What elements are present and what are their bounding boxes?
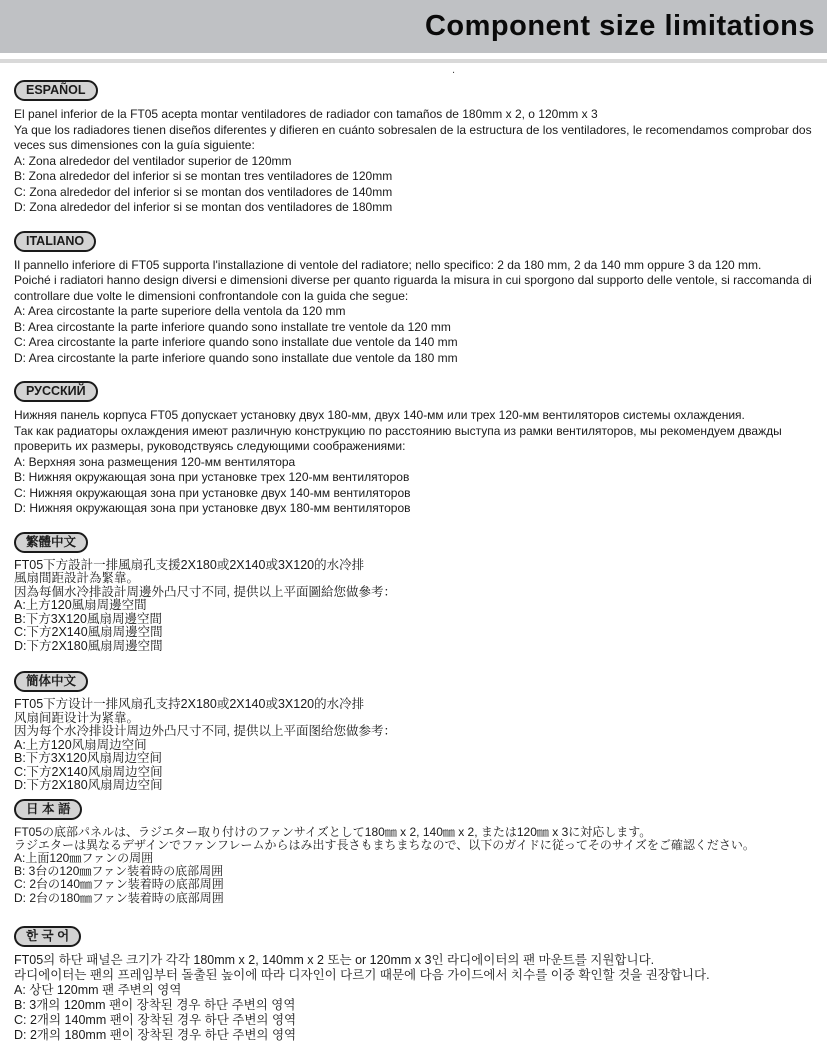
- language-badge-label: 日 本 語: [26, 801, 71, 816]
- intro-line: FT05下方設計一排風扇孔支援2X180或2X140或3X120的水冷排: [14, 557, 365, 572]
- guide-line-c: C: 2개의 140mm 팬이 장착된 경우 하단 주변의 영역: [14, 1012, 297, 1027]
- guide-line-b: B: 3台の120㎜ファン装着時の底部周囲: [14, 864, 224, 879]
- language-badge-label: ESPAÑOL: [26, 83, 86, 97]
- guide-line-b: B: Zona alrededor del inferior si se montan tres ventiladores de 120mm: [14, 169, 393, 183]
- intro-line: FT05の底部パネルは、ラジエター取り付けのファンサイズとして180㎜ x 2, 140㎜ x 2, または120㎜ x 3に対応します。: [14, 824, 652, 839]
- intro-line: El panel inferior de la FT05 acepta montar ventiladores de radiador con tamaños de 180mm x 2, o 120mm x 3: [14, 107, 598, 121]
- guide-line-d: D: Нижняя окружающая зона при установке двух 180-мм вентиляторов: [14, 501, 411, 515]
- intro-line: Poiché i radiatori hanno design diversi e dimensioni diverse per quanto riguarda la misura in cui sporgono dal supporto delle ventole, si raccomanda di controllare due volte le dimensioni confrontandole con la guida che segue:: [14, 273, 812, 303]
- section-russian: [14, 381, 813, 517]
- section-japanese: [14, 799, 813, 905]
- language-badge: [14, 926, 81, 947]
- language-badge: [14, 799, 82, 820]
- guide-line-c: C:下方2X140风扇周边空间: [14, 764, 163, 779]
- section-italiano: [14, 231, 813, 367]
- section-traditional-chinese: [14, 532, 813, 654]
- intro-line: 風扇間距設計為緊靠。: [14, 571, 140, 585]
- guide-line-a: A: Zona alrededor del ventilador superior de 120mm: [14, 153, 292, 168]
- language-badge: [14, 381, 98, 402]
- intro-line: Нижняя панель корпуса FT05 допускает установку двух 180-мм, двух 140-мм или трех 120-мм вентиляторов системы охлаждения.: [14, 408, 745, 422]
- section-espanol: [14, 80, 813, 216]
- page-title: Component size limitations: [424, 10, 815, 42]
- section-simplified-chinese: [14, 671, 813, 793]
- language-badge: [14, 231, 96, 252]
- language-badge-label: РУССКИЙ: [26, 384, 86, 398]
- guide-line-a: A:上面120㎜ファンの周囲: [14, 850, 154, 865]
- guide-line-b: B: Нижняя окружающая зона при установке трех 120-мм вентиляторов: [14, 470, 410, 484]
- guide-line-d: D: 2台の180㎜ファン装着時の底部周囲: [14, 890, 224, 905]
- intro-line: Так как радиаторы охлаждения имеют различную конструкцию по расстоянию выступа из рамки вентиляторов, мы рекомендуем дважды проверить их размеры, руководствуясь следующими соображениями:: [14, 423, 782, 453]
- intro-line: 라디에이터는 팬의 프레임부터 돌출된 높이에 따라 디자인이 다르기 때문에 다음 가이드에서 치수를 이중 확인할 것을 권장합니다.: [14, 967, 710, 982]
- guide-line-c: C:下方2X140風扇周邊空間: [14, 625, 163, 639]
- guide-line-c: C: Area circostante la parte inferiore quando sono installate due ventole da 140 mm: [14, 335, 458, 349]
- intro-line: ラジエターは異なるデザインでファンフレームからはみ出す長さもまちまちなので、以下のガイドに従ってそのサイズをご確認ください。: [14, 837, 755, 852]
- intro-line: 因为每个水冷排设计周边外凸尺寸不同, 提供以上平面图给您做参考：: [14, 724, 396, 738]
- language-badge: [14, 80, 98, 101]
- guide-line-a: A:上方120風扇周邊空間: [14, 598, 147, 612]
- language-badge-label: ITALIANO: [26, 233, 85, 248]
- intro-line: 因為每個水冷排設計周邊外凸尺寸不同, 提供以上平面圖給您做參考：: [14, 584, 396, 599]
- intro-line: FT05의 하단 패널은 크기가 각각 180mm x 2, 140mm x 2 또는 or 120mm x 3인 라디에이터의 팬 마운트를 지원합니다.: [14, 952, 655, 967]
- language-badge-label: 繁體中文: [26, 534, 77, 549]
- guide-line-c: C: 2台の140㎜ファン装着時の底部周囲: [14, 877, 224, 892]
- guide-line-a: A: 상단 120mm 팬 주변의 영역: [14, 982, 182, 997]
- language-badge-label: 簡体中文: [26, 674, 77, 688]
- guide-line-d: D:下方2X180风扇周边空间: [14, 778, 163, 792]
- stray-dot: .: [452, 64, 456, 76]
- guide-line-d: D: Area circostante la parte inferiore quando sono installate due ventole da 180 mm: [14, 350, 458, 365]
- guide-line-b: B:下方3X120風扇周邊空間: [14, 611, 162, 626]
- language-badge: [14, 671, 88, 692]
- guide-line-c: C: Нижняя окружающая зона при установке двух 140-мм вентиляторов: [14, 485, 411, 500]
- intro-line: Il pannello inferiore di FT05 supporta l'installazione di ventole del radiatore; nello specifico: 2 da 180 mm, 2 da 140 mm oppure 3 da 120 mm.: [14, 257, 762, 272]
- guide-line-d: D: Zona alrededor del inferior si se montan dos ventiladores de 180mm: [14, 200, 393, 214]
- guide-line-d: D: 2개의 180mm 팬이 장착된 경우 하단 주변의 영역: [14, 1027, 297, 1042]
- guide-line-d: D:下方2X180風扇周邊空間: [14, 638, 163, 653]
- guide-line-b: B: 3개의 120mm 팬이 장착된 경우 하단 주변의 영역: [14, 997, 296, 1012]
- guide-line-a: A:上方120风扇周边空间: [14, 737, 147, 752]
- guide-line-a: A: Верхняя зона размещения 120-мм вентилятора: [14, 454, 296, 469]
- language-badge: [14, 532, 88, 553]
- page-header: [0, 0, 827, 53]
- section-korean: [14, 926, 813, 1043]
- language-badge-label: 한 국 어: [26, 928, 70, 943]
- intro-line: Ya que los radiadores tienen diseños diferentes y difieren en cuánto sobresalen de la estructura de los ventiladores, le recomendamos comprobar dos veces sus dimensiones con la guía siguiente:: [14, 122, 812, 152]
- guide-line-b: B: Area circostante la parte inferiore quando sono installate tre ventole da 120 mm: [14, 319, 451, 334]
- intro-line: 风扇间距设计为紧靠。: [14, 710, 140, 725]
- guide-line-c: C: Zona alrededor del inferior si se montan dos ventiladores de 140mm: [14, 184, 393, 199]
- document-body: [0, 63, 827, 1043]
- guide-line-b: B:下方3X120风扇周边空间: [14, 751, 162, 765]
- intro-line: FT05下方设计一排风扇孔支持2X180或2X140或3X120的水冷排: [14, 697, 365, 711]
- guide-line-a: A: Area circostante la parte superiore della ventola da 120 mm: [14, 304, 346, 318]
